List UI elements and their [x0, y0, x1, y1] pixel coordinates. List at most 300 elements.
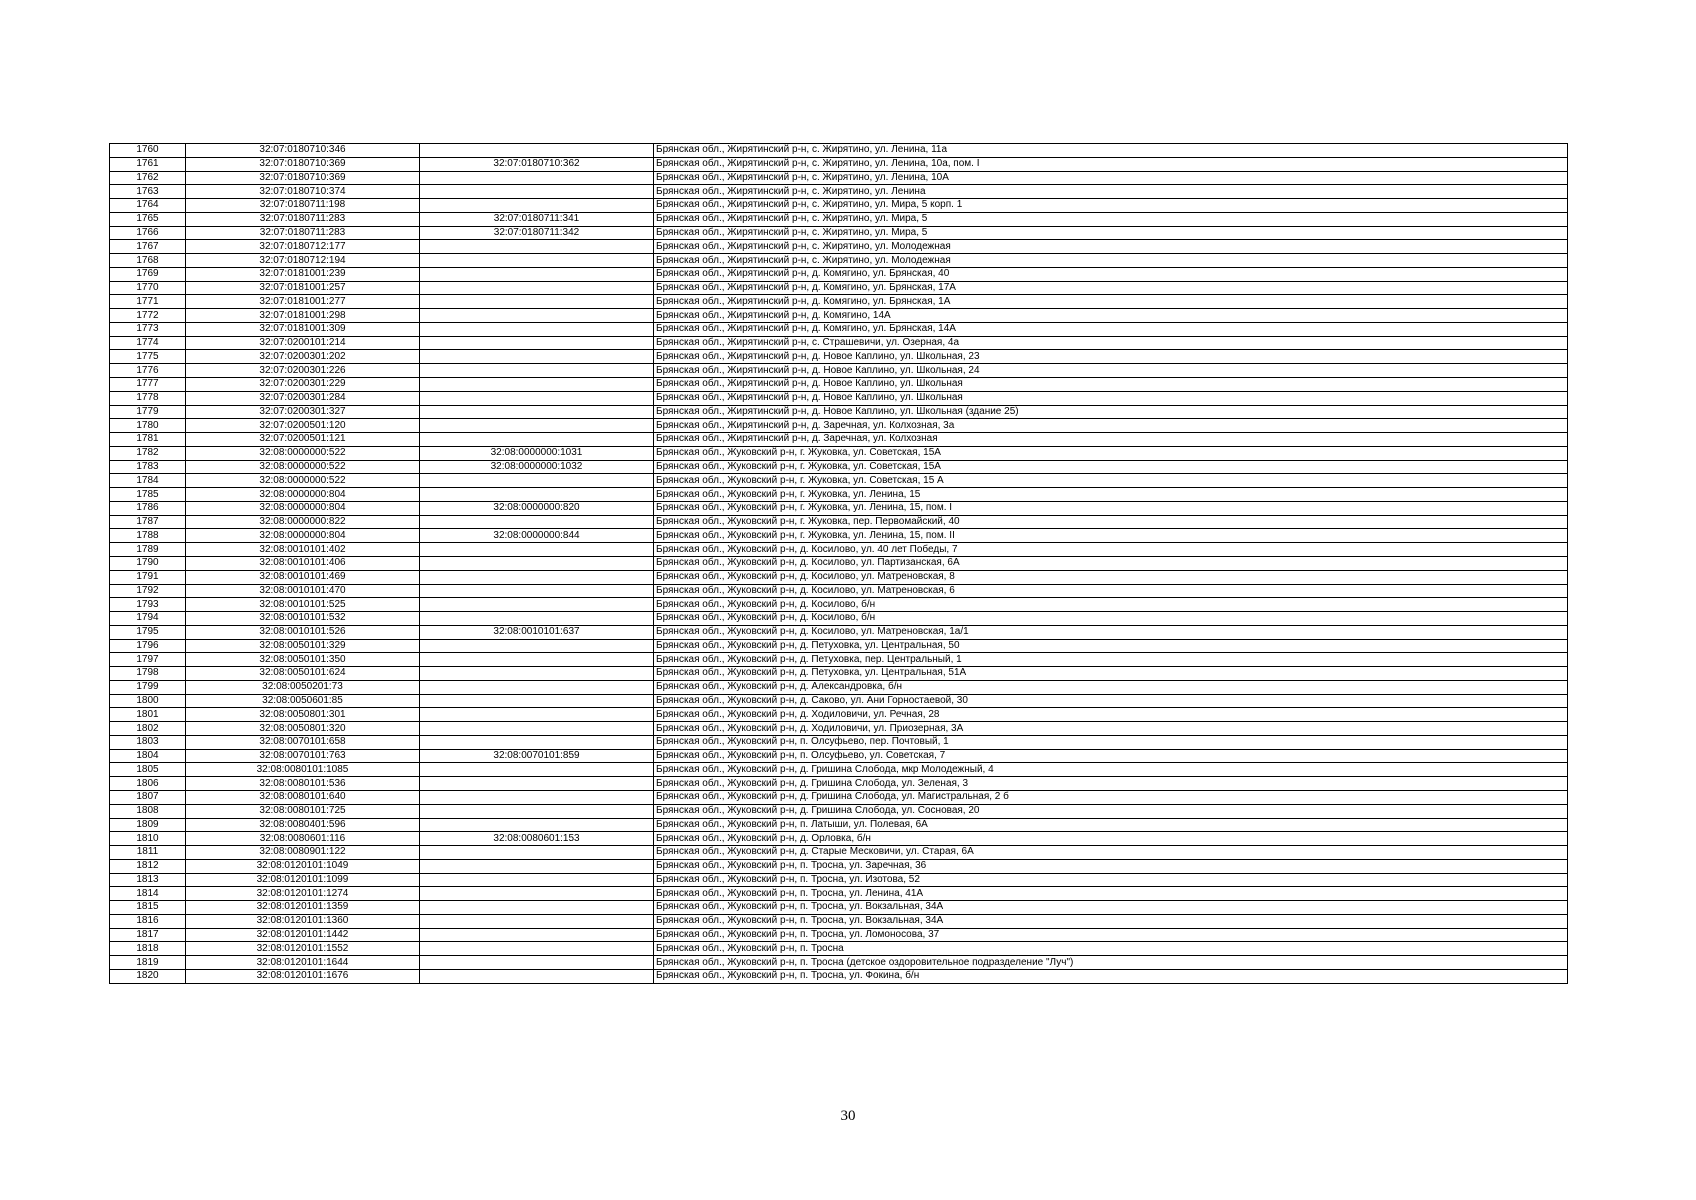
cadastral-number-cell: 32:07:0181001:309: [186, 322, 420, 336]
cadastral-number-cell: 32:07:0200501:121: [186, 433, 420, 447]
address-cell: Брянская обл., Жуковский р-н, п. Тросна, ул. Изотова, 52: [654, 873, 1568, 887]
row-number-cell: 1800: [110, 694, 186, 708]
cadastral-number-cell: 32:07:0200301:284: [186, 391, 420, 405]
row-number-cell: 1769: [110, 267, 186, 281]
linked-cadastral-number-cell: [420, 336, 654, 350]
table-row: [110, 433, 1568, 447]
cadastral-number-cell: 32:08:0080901:122: [186, 846, 420, 860]
address-cell: Брянская обл., Жуковский р-н, п. Тросна, ул. Вокзальная, 34А: [654, 914, 1568, 928]
linked-cadastral-number-cell: [420, 901, 654, 915]
table-row: [110, 446, 1568, 460]
table-row: [110, 653, 1568, 667]
row-number-cell: 1793: [110, 598, 186, 612]
cadastral-number-cell: 32:07:0181001:257: [186, 281, 420, 295]
cadastral-number-cell: 32:08:0050801:320: [186, 722, 420, 736]
cadastral-number-cell: 32:08:0050601:85: [186, 694, 420, 708]
address-cell: Брянская обл., Жуковский р-н, п. Олсуфьево, пер. Почтовый, 1: [654, 735, 1568, 749]
row-number-cell: 1816: [110, 914, 186, 928]
table-row: [110, 804, 1568, 818]
cadastral-number-cell: 32:08:0120101:1274: [186, 887, 420, 901]
cadastral-number-cell: 32:08:0000000:822: [186, 515, 420, 529]
linked-cadastral-number-cell: [420, 680, 654, 694]
linked-cadastral-number-cell: [420, 254, 654, 268]
page-number: 30: [840, 1108, 856, 1124]
table-row: [110, 694, 1568, 708]
linked-cadastral-number-cell: [420, 295, 654, 309]
cadastral-number-cell: 32:08:0080101:725: [186, 804, 420, 818]
row-number-cell: 1809: [110, 818, 186, 832]
linked-cadastral-number-cell: [420, 543, 654, 557]
table-body: [110, 144, 1568, 984]
address-cell: Брянская обл., Жуковский р-н, д. Косилово, ул. Партизанская, 6А: [654, 556, 1568, 570]
table-row: [110, 763, 1568, 777]
address-cell: Брянская обл., Жуковский р-н, д. Ходиловичи, ул. Приозерная, 3А: [654, 722, 1568, 736]
table-row: [110, 212, 1568, 226]
linked-cadastral-number-cell: [420, 584, 654, 598]
table-row: [110, 667, 1568, 681]
linked-cadastral-number-cell: [420, 887, 654, 901]
cadastral-number-cell: 32:07:0200501:120: [186, 419, 420, 433]
address-cell: Брянская обл., Жирятинский р-н, с. Жирятино, ул. Ленина, 10А: [654, 171, 1568, 185]
table-row: [110, 584, 1568, 598]
linked-cadastral-number-cell: 32:07:0180711:342: [420, 226, 654, 240]
cadastral-number-cell: 32:08:0010101:406: [186, 556, 420, 570]
row-number-cell: 1806: [110, 777, 186, 791]
row-number-cell: 1799: [110, 680, 186, 694]
linked-cadastral-number-cell: [420, 735, 654, 749]
address-cell: Брянская обл., Жуковский р-н, д. Косилово, б/н: [654, 612, 1568, 626]
address-cell: Брянская обл., Жуковский р-н, д. Косилово, ул. 40 лет Победы, 7: [654, 543, 1568, 557]
row-number-cell: 1814: [110, 887, 186, 901]
address-cell: Брянская обл., Жирятинский р-н, д. Комягино, ул. Брянская, 14А: [654, 322, 1568, 336]
table-row: [110, 556, 1568, 570]
row-number-cell: 1789: [110, 543, 186, 557]
table-row: [110, 832, 1568, 846]
cadastral-number-cell: 32:08:0120101:1099: [186, 873, 420, 887]
linked-cadastral-number-cell: [420, 405, 654, 419]
row-number-cell: 1819: [110, 956, 186, 970]
address-cell: Брянская обл., Жирятинский р-н, д. Комягино, 14А: [654, 309, 1568, 323]
cadastral-number-cell: 32:07:0200101:214: [186, 336, 420, 350]
row-number-cell: 1785: [110, 488, 186, 502]
table-row: [110, 625, 1568, 639]
linked-cadastral-number-cell: [420, 708, 654, 722]
row-number-cell: 1784: [110, 474, 186, 488]
row-number-cell: 1761: [110, 157, 186, 171]
table-row: [110, 914, 1568, 928]
cadastral-number-cell: 32:07:0181001:239: [186, 267, 420, 281]
linked-cadastral-number-cell: [420, 281, 654, 295]
linked-cadastral-number-cell: [420, 488, 654, 502]
linked-cadastral-number-cell: 32:08:0070101:859: [420, 749, 654, 763]
linked-cadastral-number-cell: [420, 763, 654, 777]
linked-cadastral-number-cell: [420, 928, 654, 942]
row-number-cell: 1765: [110, 212, 186, 226]
linked-cadastral-number-cell: [420, 433, 654, 447]
table-row: [110, 873, 1568, 887]
linked-cadastral-number-cell: [420, 185, 654, 199]
address-cell: Брянская обл., Жуковский р-н, д. Косилово, б/н: [654, 598, 1568, 612]
table-row: [110, 171, 1568, 185]
table-row: [110, 350, 1568, 364]
table-row: [110, 818, 1568, 832]
row-number-cell: 1794: [110, 612, 186, 626]
table-row: [110, 501, 1568, 515]
row-number-cell: 1766: [110, 226, 186, 240]
cadastral-number-cell: 32:08:0120101:1644: [186, 956, 420, 970]
table-row: [110, 515, 1568, 529]
linked-cadastral-number-cell: 32:08:0000000:1031: [420, 446, 654, 460]
address-cell: Брянская обл., Жуковский р-н, п. Тросна: [654, 942, 1568, 956]
address-cell: Брянская обл., Жирятинский р-н, с. Жирятино, ул. Ленина, 11а: [654, 144, 1568, 158]
table-row: [110, 295, 1568, 309]
cadastral-number-cell: 32:08:0120101:1359: [186, 901, 420, 915]
cadastral-number-cell: 32:07:0181001:298: [186, 309, 420, 323]
address-cell: Брянская обл., Жирятинский р-н, с. Страшевичи, ул. Озерная, 4а: [654, 336, 1568, 350]
row-number-cell: 1813: [110, 873, 186, 887]
row-number-cell: 1795: [110, 625, 186, 639]
address-cell: Брянская обл., Жуковский р-н, г. Жуковка, ул. Ленина, 15, пом. I: [654, 501, 1568, 515]
address-cell: Брянская обл., Жуковский р-н, д. Александровка, б/н: [654, 680, 1568, 694]
cadastral-number-cell: 32:08:0050101:329: [186, 639, 420, 653]
table-row: [110, 708, 1568, 722]
address-cell: Брянская обл., Жуковский р-н, г. Жуковка, ул. Советская, 15 А: [654, 474, 1568, 488]
row-number-cell: 1767: [110, 240, 186, 254]
linked-cadastral-number-cell: [420, 419, 654, 433]
cadastral-number-cell: 32:08:0010101:470: [186, 584, 420, 598]
cadastral-number-cell: 32:08:0050101:350: [186, 653, 420, 667]
row-number-cell: 1790: [110, 556, 186, 570]
cadastral-number-cell: 32:08:0050201:73: [186, 680, 420, 694]
table-row: [110, 859, 1568, 873]
linked-cadastral-number-cell: [420, 804, 654, 818]
table-row: [110, 240, 1568, 254]
address-cell: Брянская обл., Жуковский р-н, д. Петуховка, ул. Центральная, 50: [654, 639, 1568, 653]
table-row: [110, 281, 1568, 295]
address-cell: Брянская обл., Жуковский р-н, г. Жуковка, ул. Ленина, 15, пом. II: [654, 529, 1568, 543]
cadastral-number-cell: 32:08:0080401:596: [186, 818, 420, 832]
linked-cadastral-number-cell: [420, 391, 654, 405]
table-row: [110, 639, 1568, 653]
row-number-cell: 1811: [110, 846, 186, 860]
table-row: [110, 887, 1568, 901]
cadastral-number-cell: 32:07:0180712:177: [186, 240, 420, 254]
cadastral-number-cell: 32:08:0000000:804: [186, 488, 420, 502]
table-row: [110, 942, 1568, 956]
table-row: [110, 364, 1568, 378]
table-row: [110, 226, 1568, 240]
table-row: [110, 460, 1568, 474]
linked-cadastral-number-cell: 32:08:0000000:844: [420, 529, 654, 543]
linked-cadastral-number-cell: [420, 144, 654, 158]
address-cell: Брянская обл., Жуковский р-н, г. Жуковка, пер. Первомайский, 40: [654, 515, 1568, 529]
address-cell: Брянская обл., Жирятинский р-н, д. Новое Каплино, ул. Школьная, 23: [654, 350, 1568, 364]
cadastral-number-cell: 32:08:0120101:1360: [186, 914, 420, 928]
linked-cadastral-number-cell: 32:07:0180710:362: [420, 157, 654, 171]
linked-cadastral-number-cell: [420, 942, 654, 956]
address-cell: Брянская обл., Жирятинский р-н, с. Жирятино, ул. Мира, 5: [654, 212, 1568, 226]
linked-cadastral-number-cell: [420, 570, 654, 584]
cadastral-number-cell: 32:08:0120101:1676: [186, 969, 420, 983]
address-cell: Брянская обл., Жирятинский р-н, д. Заречная, ул. Колхозная, 3а: [654, 419, 1568, 433]
row-number-cell: 1770: [110, 281, 186, 295]
address-cell: Брянская обл., Жуковский р-н, п. Латыши, ул. Полевая, 6А: [654, 818, 1568, 832]
address-cell: Брянская обл., Жуковский р-н, д. Ходиловичи, ул. Речная, 28: [654, 708, 1568, 722]
table-row: [110, 419, 1568, 433]
row-number-cell: 1763: [110, 185, 186, 199]
address-cell: Брянская обл., Жуковский р-н, п. Тросна, ул. Ломоносова, 37: [654, 928, 1568, 942]
cadastral-number-cell: 32:07:0180710:369: [186, 171, 420, 185]
row-number-cell: 1808: [110, 804, 186, 818]
cadastral-number-cell: 32:08:0010101:532: [186, 612, 420, 626]
cadastral-number-cell: 32:07:0180710:369: [186, 157, 420, 171]
table-row: [110, 956, 1568, 970]
row-number-cell: 1803: [110, 735, 186, 749]
row-number-cell: 1771: [110, 295, 186, 309]
linked-cadastral-number-cell: [420, 914, 654, 928]
cadastral-number-cell: 32:07:0180710:346: [186, 144, 420, 158]
row-number-cell: 1818: [110, 942, 186, 956]
cadastral-number-cell: 32:08:0000000:522: [186, 474, 420, 488]
table-row: [110, 543, 1568, 557]
row-number-cell: 1762: [110, 171, 186, 185]
row-number-cell: 1796: [110, 639, 186, 653]
table-row: [110, 185, 1568, 199]
linked-cadastral-number-cell: [420, 956, 654, 970]
address-cell: Брянская обл., Жирятинский р-н, с. Жирятино, ул. Ленина: [654, 185, 1568, 199]
address-cell: Брянская обл., Жуковский р-н, д. Косилово, ул. Матреновская, 1а/1: [654, 625, 1568, 639]
address-cell: Брянская обл., Жуковский р-н, д. Петуховка, ул. Центральная, 51А: [654, 667, 1568, 681]
linked-cadastral-number-cell: [420, 378, 654, 392]
row-number-cell: 1791: [110, 570, 186, 584]
cadastral-number-cell: 32:08:0070101:658: [186, 735, 420, 749]
address-cell: Брянская обл., Жуковский р-н, д. Косилово, ул. Матреновская, 8: [654, 570, 1568, 584]
address-cell: Брянская обл., Жуковский р-н, п. Тросна, ул. Вокзальная, 34А: [654, 901, 1568, 915]
address-cell: Брянская обл., Жирятинский р-н, д. Новое Каплино, ул. Школьная, 24: [654, 364, 1568, 378]
linked-cadastral-number-cell: [420, 639, 654, 653]
linked-cadastral-number-cell: [420, 364, 654, 378]
cadastral-number-cell: 32:07:0200301:226: [186, 364, 420, 378]
row-number-cell: 1792: [110, 584, 186, 598]
linked-cadastral-number-cell: [420, 846, 654, 860]
row-number-cell: 1815: [110, 901, 186, 915]
address-cell: Брянская обл., Жуковский р-н, п. Тросна, ул. Фокина, б/н: [654, 969, 1568, 983]
row-number-cell: 1781: [110, 433, 186, 447]
cadastral-number-cell: 32:08:0000000:522: [186, 460, 420, 474]
table-row: [110, 157, 1568, 171]
row-number-cell: 1812: [110, 859, 186, 873]
address-cell: Брянская обл., Жуковский р-н, д. Петуховка, пер. Центральный, 1: [654, 653, 1568, 667]
linked-cadastral-number-cell: [420, 515, 654, 529]
address-cell: Брянская обл., Жирятинский р-н, с. Жирятино, ул. Мира, 5 корп. 1: [654, 199, 1568, 213]
linked-cadastral-number-cell: [420, 322, 654, 336]
linked-cadastral-number-cell: 32:08:0010101:637: [420, 625, 654, 639]
table-row: [110, 474, 1568, 488]
address-cell: Брянская обл., Жуковский р-н, д. Саково, ул. Ани Горностаевой, 30: [654, 694, 1568, 708]
table-row: [110, 391, 1568, 405]
row-number-cell: 1779: [110, 405, 186, 419]
cadastral-number-cell: 32:08:0120101:1442: [186, 928, 420, 942]
row-number-cell: 1760: [110, 144, 186, 158]
address-cell: Брянская обл., Жуковский р-н, д. Старые Месковичи, ул. Старая, 6А: [654, 846, 1568, 860]
table-row: [110, 488, 1568, 502]
cadastral-number-cell: 32:08:0000000:804: [186, 529, 420, 543]
address-cell: Брянская обл., Жуковский р-н, п. Тросна (детское оздоровительное подразделение "Луч"): [654, 956, 1568, 970]
address-cell: Брянская обл., Жуковский р-н, д. Орловка, б/н: [654, 832, 1568, 846]
linked-cadastral-number-cell: [420, 556, 654, 570]
linked-cadastral-number-cell: 32:08:0000000:820: [420, 501, 654, 515]
linked-cadastral-number-cell: [420, 777, 654, 791]
address-cell: Брянская обл., Жуковский р-н, п. Тросна, ул. Заречная, 36: [654, 859, 1568, 873]
cadastral-number-cell: 32:08:0010101:469: [186, 570, 420, 584]
row-number-cell: 1817: [110, 928, 186, 942]
linked-cadastral-number-cell: [420, 240, 654, 254]
address-cell: Брянская обл., Жирятинский р-н, д. Комягино, ул. Брянская, 17А: [654, 281, 1568, 295]
linked-cadastral-number-cell: [420, 818, 654, 832]
row-number-cell: 1778: [110, 391, 186, 405]
table-row: [110, 267, 1568, 281]
address-cell: Брянская обл., Жуковский р-н, д. Гришина Слобода, ул. Зеленая, 3: [654, 777, 1568, 791]
table-row: [110, 901, 1568, 915]
row-number-cell: 1768: [110, 254, 186, 268]
cadastral-number-cell: 32:08:0120101:1049: [186, 859, 420, 873]
row-number-cell: 1787: [110, 515, 186, 529]
row-number-cell: 1802: [110, 722, 186, 736]
table-row: [110, 777, 1568, 791]
cadastral-number-cell: 32:08:0000000:522: [186, 446, 420, 460]
linked-cadastral-number-cell: [420, 612, 654, 626]
address-cell: Брянская обл., Жирятинский р-н, д. Комягино, ул. Брянская, 1А: [654, 295, 1568, 309]
cadastral-number-cell: 32:07:0200301:229: [186, 378, 420, 392]
row-number-cell: 1805: [110, 763, 186, 777]
linked-cadastral-number-cell: [420, 267, 654, 281]
cadastral-number-cell: 32:07:0180711:283: [186, 226, 420, 240]
address-cell: Брянская обл., Жуковский р-н, г. Жуковка, ул. Ленина, 15: [654, 488, 1568, 502]
table-row: [110, 598, 1568, 612]
row-number-cell: 1810: [110, 832, 186, 846]
row-number-cell: 1788: [110, 529, 186, 543]
table-row: [110, 322, 1568, 336]
address-cell: Брянская обл., Жирятинский р-н, с. Жирятино, ул. Молодежная: [654, 254, 1568, 268]
address-cell: Брянская обл., Жуковский р-н, г. Жуковка, ул. Советская, 15А: [654, 446, 1568, 460]
row-number-cell: 1807: [110, 790, 186, 804]
cadastral-number-cell: 32:07:0180711:198: [186, 199, 420, 213]
row-number-cell: 1804: [110, 749, 186, 763]
linked-cadastral-number-cell: [420, 722, 654, 736]
row-number-cell: 1780: [110, 419, 186, 433]
row-number-cell: 1782: [110, 446, 186, 460]
address-cell: Брянская обл., Жуковский р-н, п. Тросна, ул. Ленина, 41А: [654, 887, 1568, 901]
cadastral-number-cell: 32:07:0181001:277: [186, 295, 420, 309]
address-cell: Брянская обл., Жуковский р-н, п. Олсуфьево, ул. Советская, 7: [654, 749, 1568, 763]
linked-cadastral-number-cell: [420, 653, 654, 667]
row-number-cell: 1775: [110, 350, 186, 364]
row-number-cell: 1777: [110, 378, 186, 392]
cadastral-number-cell: 32:07:0180710:374: [186, 185, 420, 199]
cadastral-number-cell: 32:08:0000000:804: [186, 501, 420, 515]
linked-cadastral-number-cell: [420, 694, 654, 708]
cadastral-number-cell: 32:08:0050101:624: [186, 667, 420, 681]
table-row: [110, 722, 1568, 736]
address-cell: Брянская обл., Жуковский р-н, д. Гришина Слобода, ул. Магистральная, 2 б: [654, 790, 1568, 804]
row-number-cell: 1798: [110, 667, 186, 681]
linked-cadastral-number-cell: [420, 309, 654, 323]
cadastral-number-cell: 32:08:0050801:301: [186, 708, 420, 722]
row-number-cell: 1801: [110, 708, 186, 722]
address-cell: Брянская обл., Жирятинский р-н, с. Жирятино, ул. Ленина, 10а, пом. I: [654, 157, 1568, 171]
table-row: [110, 199, 1568, 213]
row-number-cell: 1773: [110, 322, 186, 336]
address-cell: Брянская обл., Жирятинский р-н, с. Жирятино, ул. Молодежная: [654, 240, 1568, 254]
table-row: [110, 680, 1568, 694]
table-row: [110, 749, 1568, 763]
cadastral-number-cell: 32:08:0080601:116: [186, 832, 420, 846]
row-number-cell: 1797: [110, 653, 186, 667]
row-number-cell: 1786: [110, 501, 186, 515]
row-number-cell: 1820: [110, 969, 186, 983]
cadastral-number-cell: 32:07:0200301:202: [186, 350, 420, 364]
cadastral-number-cell: 32:08:0080101:536: [186, 777, 420, 791]
table-row: [110, 790, 1568, 804]
linked-cadastral-number-cell: [420, 873, 654, 887]
address-cell: Брянская обл., Жирятинский р-н, д. Комягино, ул. Брянская, 40: [654, 267, 1568, 281]
table-row: [110, 529, 1568, 543]
row-number-cell: 1776: [110, 364, 186, 378]
address-cell: Брянская обл., Жуковский р-н, д. Гришина Слобода, ул. Сосновая, 20: [654, 804, 1568, 818]
table-row: [110, 144, 1568, 158]
linked-cadastral-number-cell: [420, 350, 654, 364]
table-row: [110, 309, 1568, 323]
cadastral-number-cell: 32:08:0010101:402: [186, 543, 420, 557]
cadastral-number-cell: 32:07:0180712:194: [186, 254, 420, 268]
row-number-cell: 1774: [110, 336, 186, 350]
cadastral-number-cell: 32:08:0120101:1552: [186, 942, 420, 956]
linked-cadastral-number-cell: [420, 859, 654, 873]
linked-cadastral-number-cell: 32:08:0080601:153: [420, 832, 654, 846]
address-cell: Брянская обл., Жирятинский р-н, с. Жирятино, ул. Мира, 5: [654, 226, 1568, 240]
cadastral-number-cell: 32:08:0080101:640: [186, 790, 420, 804]
linked-cadastral-number-cell: [420, 969, 654, 983]
linked-cadastral-number-cell: 32:07:0180711:341: [420, 212, 654, 226]
row-number-cell: 1772: [110, 309, 186, 323]
table-row: [110, 254, 1568, 268]
address-cell: Брянская обл., Жуковский р-н, д. Гришина Слобода, мкр Молодежный, 4: [654, 763, 1568, 777]
linked-cadastral-number-cell: [420, 790, 654, 804]
address-cell: Брянская обл., Жирятинский р-н, д. Новое Каплино, ул. Школьная: [654, 391, 1568, 405]
linked-cadastral-number-cell: [420, 667, 654, 681]
table-row: [110, 846, 1568, 860]
row-number-cell: 1783: [110, 460, 186, 474]
table-row: [110, 928, 1568, 942]
address-cell: Брянская обл., Жирятинский р-н, д. Новое Каплино, ул. Школьная: [654, 378, 1568, 392]
linked-cadastral-number-cell: [420, 598, 654, 612]
cadastral-number-cell: 32:07:0200301:327: [186, 405, 420, 419]
table-row: [110, 735, 1568, 749]
address-cell: Брянская обл., Жирятинский р-н, д. Заречная, ул. Колхозная: [654, 433, 1568, 447]
cadastral-number-cell: 32:08:0070101:763: [186, 749, 420, 763]
property-table: [109, 143, 1568, 984]
table-row: [110, 336, 1568, 350]
linked-cadastral-number-cell: 32:08:0000000:1032: [420, 460, 654, 474]
table-row: [110, 969, 1568, 983]
linked-cadastral-number-cell: [420, 474, 654, 488]
table-row: [110, 405, 1568, 419]
address-cell: Брянская обл., Жирятинский р-н, д. Новое Каплино, ул. Школьная (здание 25): [654, 405, 1568, 419]
cadastral-number-cell: 32:08:0010101:526: [186, 625, 420, 639]
table-row: [110, 612, 1568, 626]
row-number-cell: 1764: [110, 199, 186, 213]
table-row: [110, 570, 1568, 584]
